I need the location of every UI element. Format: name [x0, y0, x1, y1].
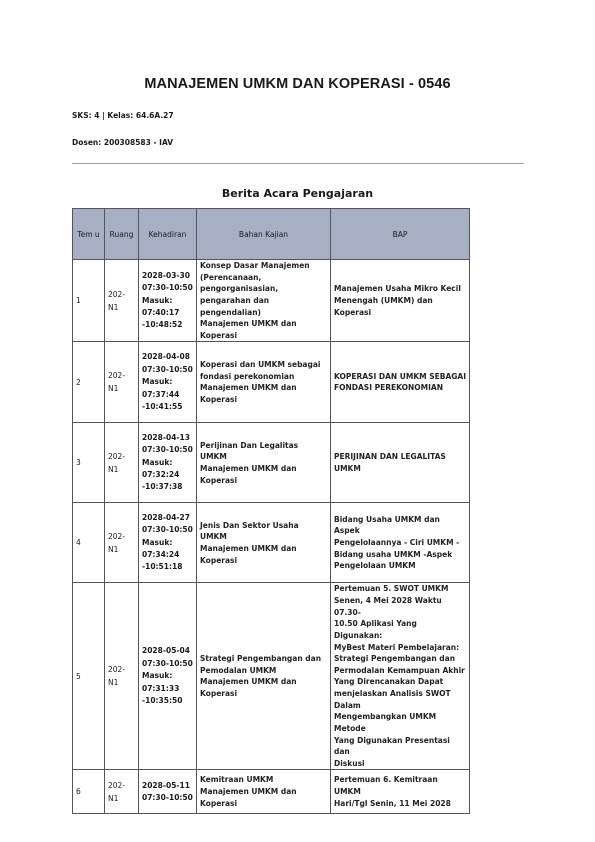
attendance-line: -10:37:38	[142, 482, 183, 492]
bap-notes-line: Permodalan Kemampuan Akhir	[334, 665, 465, 675]
attendance-line: 07:40:17	[142, 307, 180, 317]
bap-notes-line: FONDASI PEREKONOMIAN	[334, 383, 443, 393]
meeting-number: 6	[73, 770, 105, 814]
bap-notes-line: MyBest Materi Pembelajaran:	[334, 642, 460, 652]
attendance-line: 07:30-10:50	[142, 445, 193, 455]
table-header-row	[73, 209, 470, 260]
room	[105, 342, 139, 423]
attendance-line: Masuk:	[142, 377, 173, 387]
meeting-number: 2	[73, 342, 105, 423]
meeting-number: 3	[73, 423, 105, 503]
room-line: 202-	[108, 451, 126, 461]
attendance-line: 2028-04-27	[142, 512, 190, 522]
bap-notes	[331, 260, 470, 342]
bap-notes-line: Menengah (UMKM) dan Koperasi	[334, 295, 433, 317]
bap-notes-line: Senen, 4 Mei 2028 Waktu 07.30-	[334, 596, 442, 617]
study-material-line: pengarahan dan pengendalian)	[200, 295, 270, 317]
study-material-line: Manajemen UMKM dan Koperasi	[200, 543, 297, 565]
study-material	[197, 260, 331, 342]
study-material-line: (Perencanaan, pengorganisasian,	[200, 272, 279, 294]
bap-notes-line: Strategi Pengembangan dan	[334, 654, 456, 664]
study-material-line: Manajemen UMKM dan Koperasi	[200, 383, 297, 404]
attendance-line: -10:41:55	[142, 401, 183, 411]
room	[105, 503, 139, 583]
room-line: 202-	[108, 289, 126, 299]
bap-notes-line: Mengembangkan UMKM Metode	[334, 712, 437, 733]
table-row	[73, 770, 470, 814]
attendance	[139, 770, 197, 814]
study-material-line: Konsep Dasar Manajemen	[200, 261, 310, 270]
attendance	[139, 503, 197, 583]
attendance-line: 07:31:33	[142, 683, 180, 693]
study-material	[197, 583, 331, 770]
attendance-line: 2028-03-30	[142, 270, 190, 280]
study-material	[197, 770, 331, 814]
attendance-line: 07:30-10:50	[142, 364, 193, 374]
attendance-line: Masuk:	[142, 537, 173, 547]
attendance-line: 07:37:44	[142, 389, 180, 399]
study-material-line: Manajemen UMKM dan Koperasi	[200, 787, 297, 808]
study-material-line: fondasi perekonomian	[200, 371, 295, 381]
bap-notes-line: Yang Direncanakan Dapat	[334, 677, 444, 687]
room	[105, 770, 139, 814]
header-study-material: Bahan Kajian	[197, 209, 331, 260]
attendance-line: -10:51:18	[142, 562, 183, 572]
attendance-line: 07:30-10:50	[142, 283, 193, 293]
study-material-line: Perijinan Dan Legalitas UMKM	[200, 440, 299, 462]
study-material-line: Kemitraan UMKM	[200, 775, 274, 785]
bap-notes	[331, 423, 470, 503]
attendance-line: 07:32:24	[142, 470, 180, 480]
header-room: Ruang	[105, 209, 139, 260]
teaching-report-table	[72, 208, 470, 814]
table-row	[73, 423, 470, 503]
bap-notes-line: Bidang Usaha UMKM dan Aspek	[334, 514, 440, 536]
header-bap: BAP	[331, 209, 470, 260]
bap-notes-line: 10.50 Aplikasi Yang Digunakan:	[334, 619, 417, 640]
attendance-line: Masuk:	[142, 457, 173, 467]
course-title: MANAJEMEN UMKM DAN KOPERASI - 0546	[144, 76, 451, 92]
bap-notes-line: Hari/Tgl Senin, 11 Mei 2028	[334, 798, 451, 808]
room-line: N1	[108, 678, 119, 688]
bap-notes-line: Pertemuan 6. Kemitraan UMKM	[334, 775, 438, 797]
attendance	[139, 342, 197, 423]
study-material-line: Jenis Dan Sektor Usaha UMKM	[200, 520, 299, 542]
attendance-line: 07:30-10:50	[142, 658, 193, 668]
bap-notes	[331, 342, 470, 423]
room-line: N1	[108, 464, 119, 474]
attendance	[139, 423, 197, 503]
attendance-line: 2028-05-04	[142, 646, 190, 656]
room-line: N1	[108, 302, 119, 312]
room	[105, 583, 139, 770]
bap-notes-line: Pengelolaannya - Ciri UMKM -	[334, 538, 460, 548]
room-line: N1	[108, 544, 119, 554]
table-row	[73, 342, 470, 423]
room-line: 202-	[108, 665, 126, 675]
attendance-line: 2028-04-13	[142, 432, 190, 442]
bap-notes-line: Bidang usaha UMKM -Aspek	[334, 549, 453, 559]
header-attendance: Kehadiran	[139, 209, 197, 260]
table-row	[73, 260, 470, 342]
bap-notes-line: Yang Digunakan Presentasi dan	[334, 735, 450, 757]
bap-notes-line: KOPERASI DAN UMKM SEBAGAI	[334, 371, 467, 381]
study-material-line: Koperasi dan UMKM sebagai	[200, 360, 321, 370]
bap-notes-line: Pertemuan 5. SWOT UMKM	[334, 584, 449, 594]
bap-notes-line: UMKM	[334, 463, 361, 473]
study-material	[197, 423, 331, 503]
study-material-line: Manajemen UMKM dan Koperasi	[200, 463, 297, 485]
meeting-number: 4	[73, 503, 105, 583]
bap-notes-line: menjelaskan Analisis SWOT Dalam	[334, 689, 451, 710]
study-material-line: Pemodalan UMKM	[200, 665, 277, 675]
attendance-line: -10:35:50	[142, 695, 183, 705]
meeting-number: 1	[73, 260, 105, 342]
room-line: 202-	[108, 371, 126, 381]
bap-notes-line: Manajemen Usaha Mikro Kecil	[334, 284, 461, 294]
room	[105, 423, 139, 503]
bap-notes-line: Pengelolaan UMKM	[334, 561, 416, 571]
sks-class-info: SKS: 4 | Kelas: 64.6A.27	[72, 111, 174, 120]
attendance-line: 07:30-10:50	[142, 792, 193, 802]
bap-notes	[331, 503, 470, 583]
table-row	[73, 583, 470, 770]
room-line: 202-	[108, 531, 126, 541]
attendance	[139, 260, 197, 342]
attendance-line: Masuk:	[142, 671, 173, 681]
attendance-line: 07:30-10:50	[142, 525, 193, 535]
attendance-line: Masuk:	[142, 295, 173, 305]
attendance	[139, 583, 197, 770]
room-line: 202-	[108, 780, 126, 790]
study-material-line: Manajemen UMKM dan Koperasi	[200, 319, 297, 340]
bap-notes	[331, 583, 470, 770]
bap-notes-line: Diskusi	[334, 758, 365, 768]
lecturer-info: Dosen: 200308583 - IAV	[72, 138, 174, 147]
bap-notes	[331, 770, 470, 814]
study-material-line: Strategi Pengembangan dan	[200, 654, 322, 664]
study-material	[197, 503, 331, 583]
room-line: N1	[108, 793, 119, 803]
attendance-line: 2028-05-11	[142, 780, 190, 790]
table-row	[73, 503, 470, 583]
section-title: Berita Acara Pengajaran	[221, 187, 374, 200]
attendance-line: 07:34:24	[142, 550, 180, 560]
study-material-line: Manajemen UMKM dan Koperasi	[200, 677, 297, 698]
room	[105, 260, 139, 342]
room-line: N1	[108, 384, 119, 394]
divider	[72, 163, 524, 164]
attendance-line: -10:48:52	[142, 320, 183, 330]
attendance-line: 2028-04-08	[142, 352, 190, 362]
meeting-number: 5	[73, 583, 105, 770]
bap-notes-line: PERIJINAN DAN LEGALITAS	[334, 452, 446, 462]
study-material	[197, 342, 331, 423]
header-meeting: Tem u	[73, 209, 105, 260]
